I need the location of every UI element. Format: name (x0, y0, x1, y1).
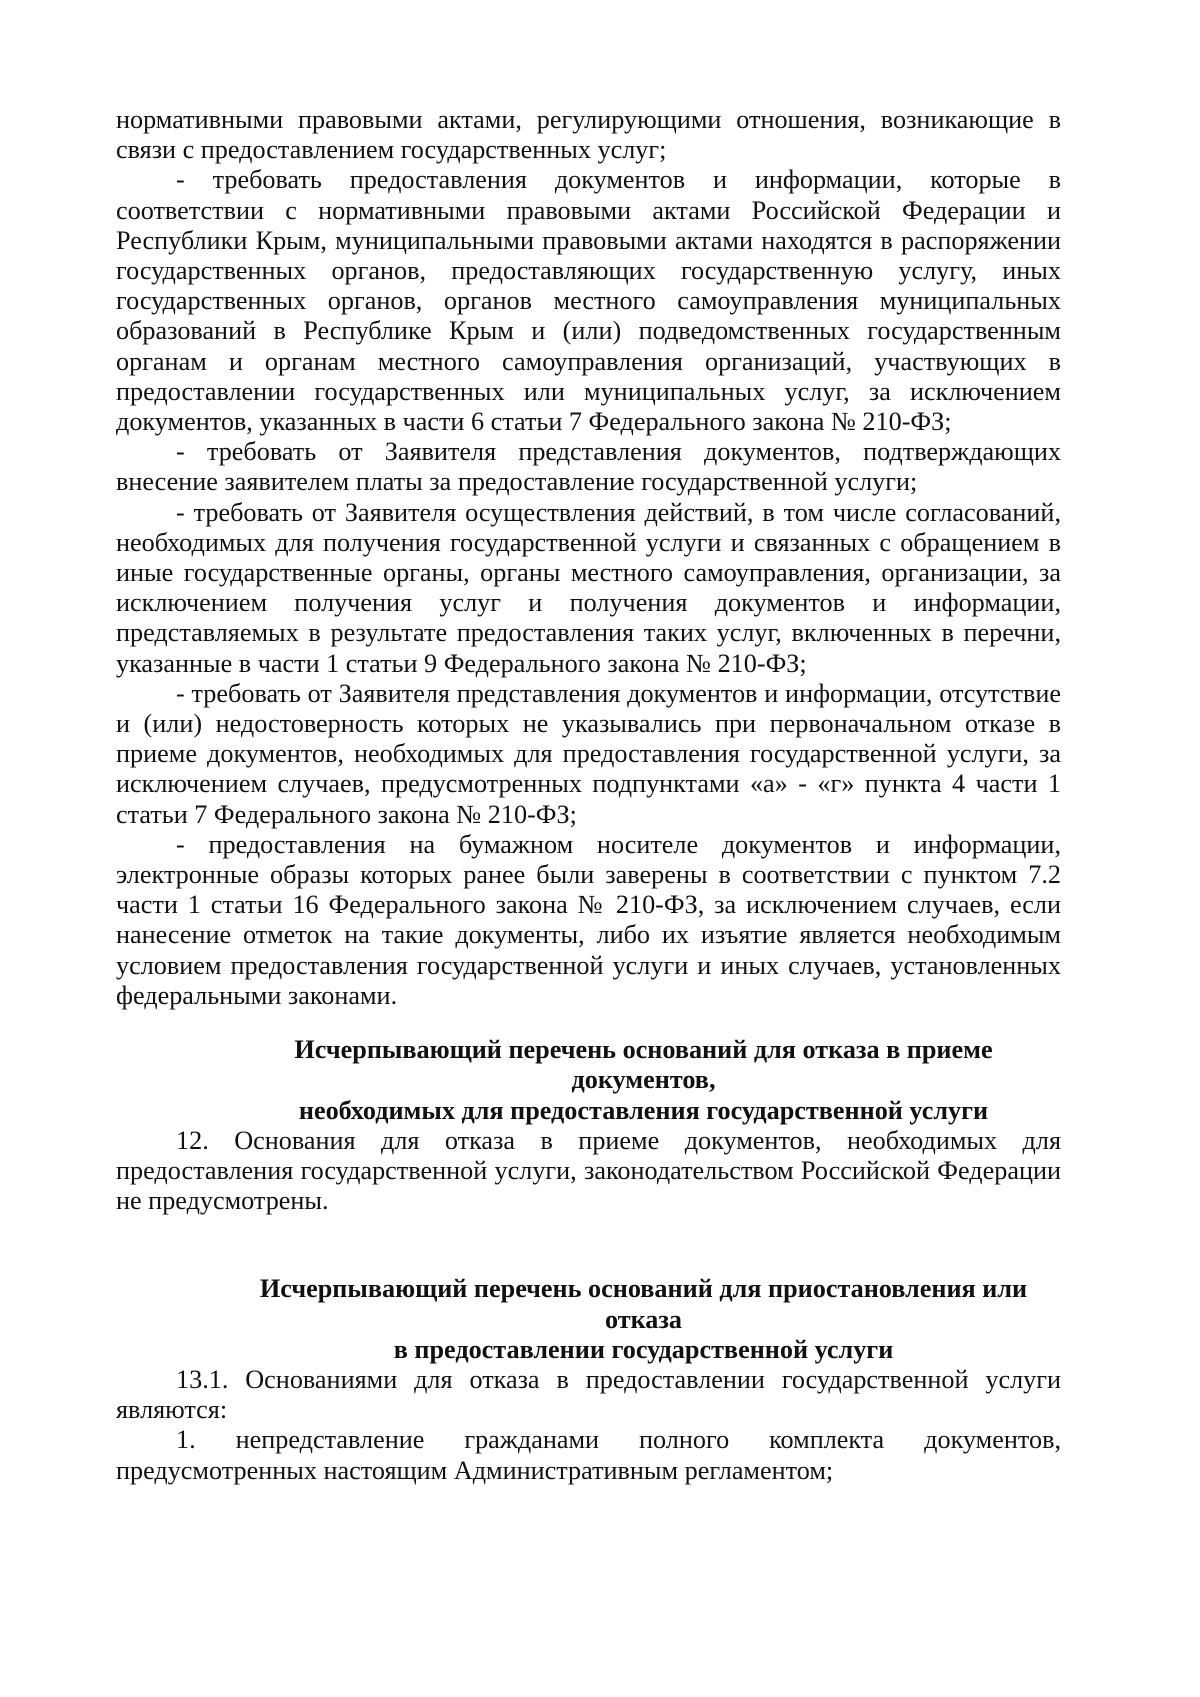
paragraph-item-13-1-1: 1. непредставление гражданами полного комплекта документов, предусмотренных настоящим Административным регламентом; (116, 1425, 1061, 1485)
paragraph-docs-info: - требовать предоставления документов и информации, которые в соответствии с нормативными правовыми актами Российской Федерации и Республики Крым, муниципальными правовыми актами находятся в распоряжении государственных органов, предоставляющих государственную услугу, иных государственных органов, органов местного самоуправления муниципальных образований в Республике Крым и (или) подведомственных государственным органам и органам местного самоуправления организаций, участвующих в предоставлении государственных или муниципальных услуг, за исключением документов, указанных в части 6 статьи 7 Федерального закона № 210-ФЗ; (116, 165, 1061, 437)
heading-line: Исчерпывающий перечень оснований для приостановления или отказа (259, 1274, 1028, 1334)
paragraph-paper: - предоставления на бумажном носителе документов и информации, электронные образы которых ранее были заверены в соответствии с пунктом 7.2 части 1 статьи 16 Федерального закона № 210-ФЗ, за исключением случаев, если нанесение отметок на такие документы, либо их изъятие является необходимым условием предоставления государственной услуги и иных случаев, установленных федеральными законами. (116, 829, 1061, 1010)
document-page (116, 105, 1061, 1486)
paragraph-absence: - требовать от Заявителя представления документов и информации, отсутствие и (или) недостоверность которых не указывались при первоначальном отказе в приеме документов, необходимых для предоставления государственной услуги, за исключением случаев, предусмотренных подпунктами «а» - «г» пункта 4 части 1 статьи 7 Федерального закона № 210-ФЗ; (116, 678, 1061, 829)
spacer (116, 1216, 1061, 1274)
paragraph-actions: - требовать от Заявителя осуществления действий, в том числе согласований, необходимых для получения государственной услуги и связанных с обращением в иные государственные органы, органы местного самоуправления, организации, за исключением получения услуг и получения документов и информации, представляемых в результате предоставления таких услуг, включенных в перечни, указанные в части 1 статьи 9 Федерального закона № 210-ФЗ; (116, 497, 1061, 678)
paragraph-intro: нормативными правовыми актами, регулирующими отношения, возникающие в связи с предоставлением государственных услуг; (116, 105, 1061, 165)
heading-line: необходимых для предоставления государственной услуги (298, 1095, 989, 1125)
heading-line: Исчерпывающий перечень оснований для отказа в приеме документов, (294, 1035, 993, 1095)
heading-suspension (116, 1274, 1061, 1365)
paragraph-payment: - требовать от Заявителя представления документов, подтверждающих внесение заявителем платы за предоставление государственной услуги; (116, 437, 1061, 497)
paragraph-item-13-1: 13.1. Основаниями для отказа в предоставлении государственной услуги являются: (116, 1364, 1061, 1425)
heading-refusal-docs (116, 1035, 1061, 1126)
heading-line: в предоставлении государственной услуги (393, 1334, 894, 1364)
spacer (116, 1011, 1061, 1035)
paragraph-item-12: 12. Основания для отказа в приеме документов, необходимых для предоставления государственной услуги, законодательством Российской Федерации не предусмотрены. (116, 1125, 1061, 1216)
